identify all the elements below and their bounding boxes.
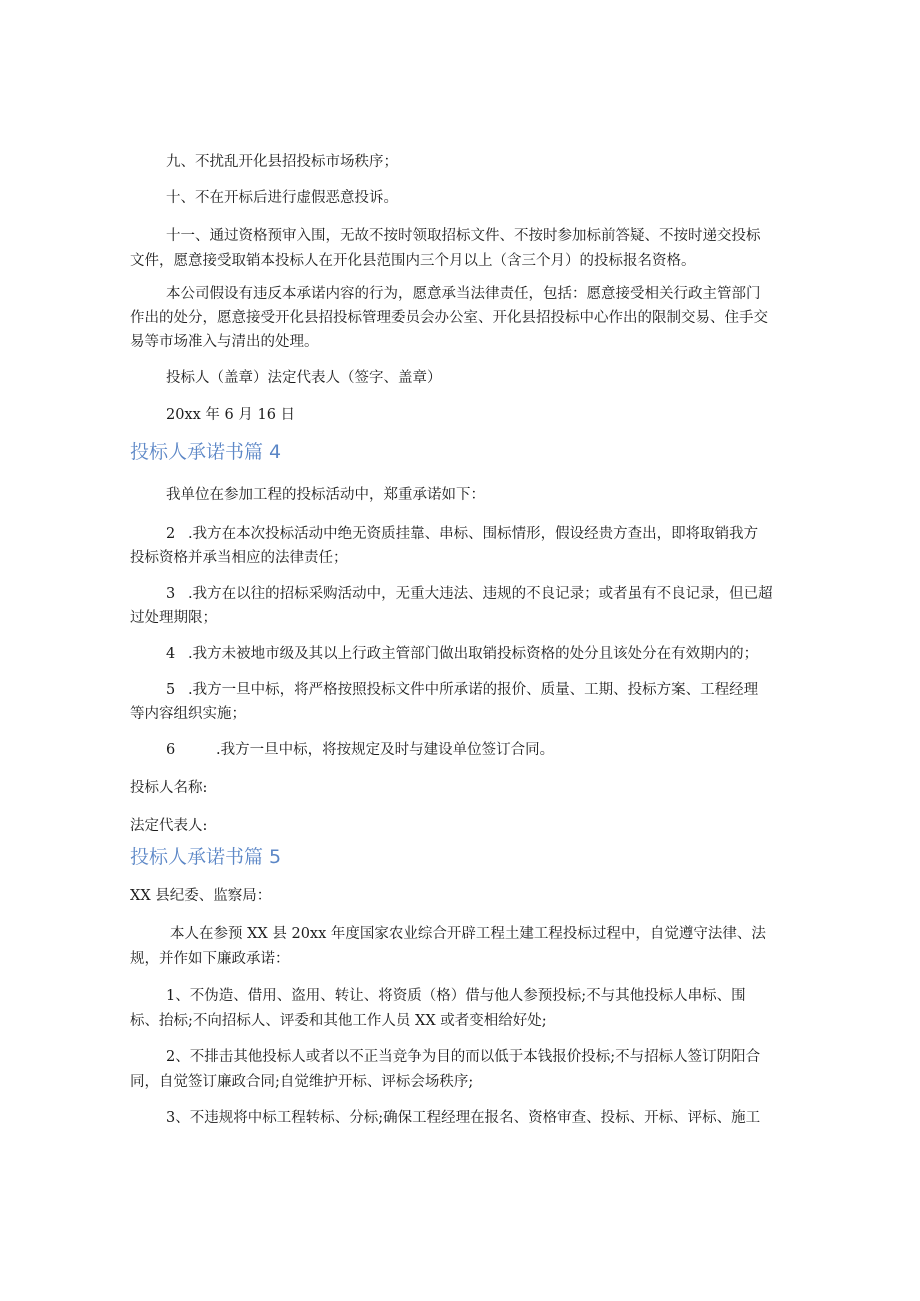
commitment-item-2-line2: 投标资格并承当相应的法律责任； — [130, 550, 348, 566]
date-line: 20xx 年 6 月 16 日 — [166, 407, 296, 423]
pledge-2-line1: 2、不排击其他投标人或者以不正当竞争为目的而以低于本钱报价投标;不与招标人签订阴阳合 — [166, 1049, 761, 1065]
section-5-intro-line1: 本人在参预 XX 县 20xx 年度国家农业综合开辟工程土建工程投标过程中，自觉遵守法律、法 — [170, 926, 766, 942]
penalty-line1: 本公司假设有违反本承诺内容的行为，愿意承当法律责任，包括：愿意接受相关行政主管部门 — [166, 286, 761, 302]
bidder-name-label: 投标人名称: — [130, 780, 208, 796]
penalty-line3: 易等市场准入与清出的处理。 — [130, 334, 319, 350]
pledge-1-line2: 标、抬标;不向招标人、评委和其他工作人员 XX 或者变相给好处; — [130, 1013, 547, 1029]
addressee: XX 县纪委、监察局： — [130, 888, 272, 904]
commitment-item-5-line1 — [166, 678, 846, 699]
item-text: .我方一旦中标，将按规定及时与建设单位签订合同。 — [216, 742, 555, 758]
item-10: 十、不在开标后进行虚假恶意投诉。 — [166, 190, 398, 206]
commitment-item-4-line1 — [166, 642, 846, 663]
section-5-heading: 投标人承诺书篇 5 — [130, 846, 282, 868]
section-5-intro-line2: 规，并作如下廉政承诺： — [130, 951, 290, 967]
item-text: .我方未被地市级及其以上行政主管部门做出取销投标资格的处分且该处分在有效期内的； — [188, 646, 759, 662]
pledge-2-line2: 同，自觉签订廉政合同;自觉维护开标、评标会场秩序; — [130, 1074, 474, 1090]
item-number: 3 — [166, 586, 176, 602]
item-text: .我方在本次投标活动中绝无资质挂靠、串标、围标情形，假设经贵方查出，即将取销我方 — [188, 526, 759, 542]
pledge-3-line1: 3、不违规将中标工程转标、分标;确保工程经理在报名、资格审查、投标、开标、评标、施工 — [166, 1110, 761, 1126]
item-number: 5 — [166, 682, 176, 698]
commitment-item-3-line1 — [166, 582, 846, 603]
commitment-item-2-line1 — [166, 522, 846, 543]
item-11-line2: 文件，愿意接受取销本投标人在开化县范围内三个月以上（含三个月）的投标报名资格。 — [130, 253, 696, 269]
item-number: 6 — [166, 742, 176, 758]
item-text: .我方在以往的招标采购活动中，无重大违法、违规的不良记录；或者虽有不良记录，但已超 — [188, 586, 773, 602]
item-11-line1: 十一、通过资格预审入围，无故不按时领取招标文件、不按时参加标前答疑、不按时递交投标 — [166, 228, 761, 244]
commitment-item-3-line2: 过处理期限； — [130, 610, 217, 626]
signature-line: 投标人（盖章）法定代表人（签字、盖章） — [166, 370, 442, 386]
item-number: 4 — [166, 646, 176, 662]
commitment-item-6-line1 — [166, 738, 846, 759]
pledge-1-line1: 1、不伪造、借用、盗用、转让、将资质（格）借与他人参预投标;不与其他投标人串标、围 — [166, 988, 746, 1004]
item-number: 2 — [166, 526, 176, 542]
legal-rep-label: 法定代表人: — [130, 818, 208, 834]
section-4-heading: 投标人承诺书篇 4 — [130, 441, 282, 463]
item-text: .我方一旦中标，将严格按照投标文件中所承诺的报价、质量、工期、投标方案、工程经理 — [188, 682, 759, 698]
commitment-item-5-line2: 等内容组织实施； — [130, 706, 246, 722]
penalty-line2: 作出的处分，愿意接受开化县招投标管理委员会办公室、开化县招投标中心作出的限制交易、住手交 — [130, 310, 768, 326]
item-9: 九、不扰乱开化县招投标市场秩序； — [166, 154, 398, 170]
section-4-intro: 我单位在参加工程的投标活动中，郑重承诺如下： — [166, 487, 485, 503]
